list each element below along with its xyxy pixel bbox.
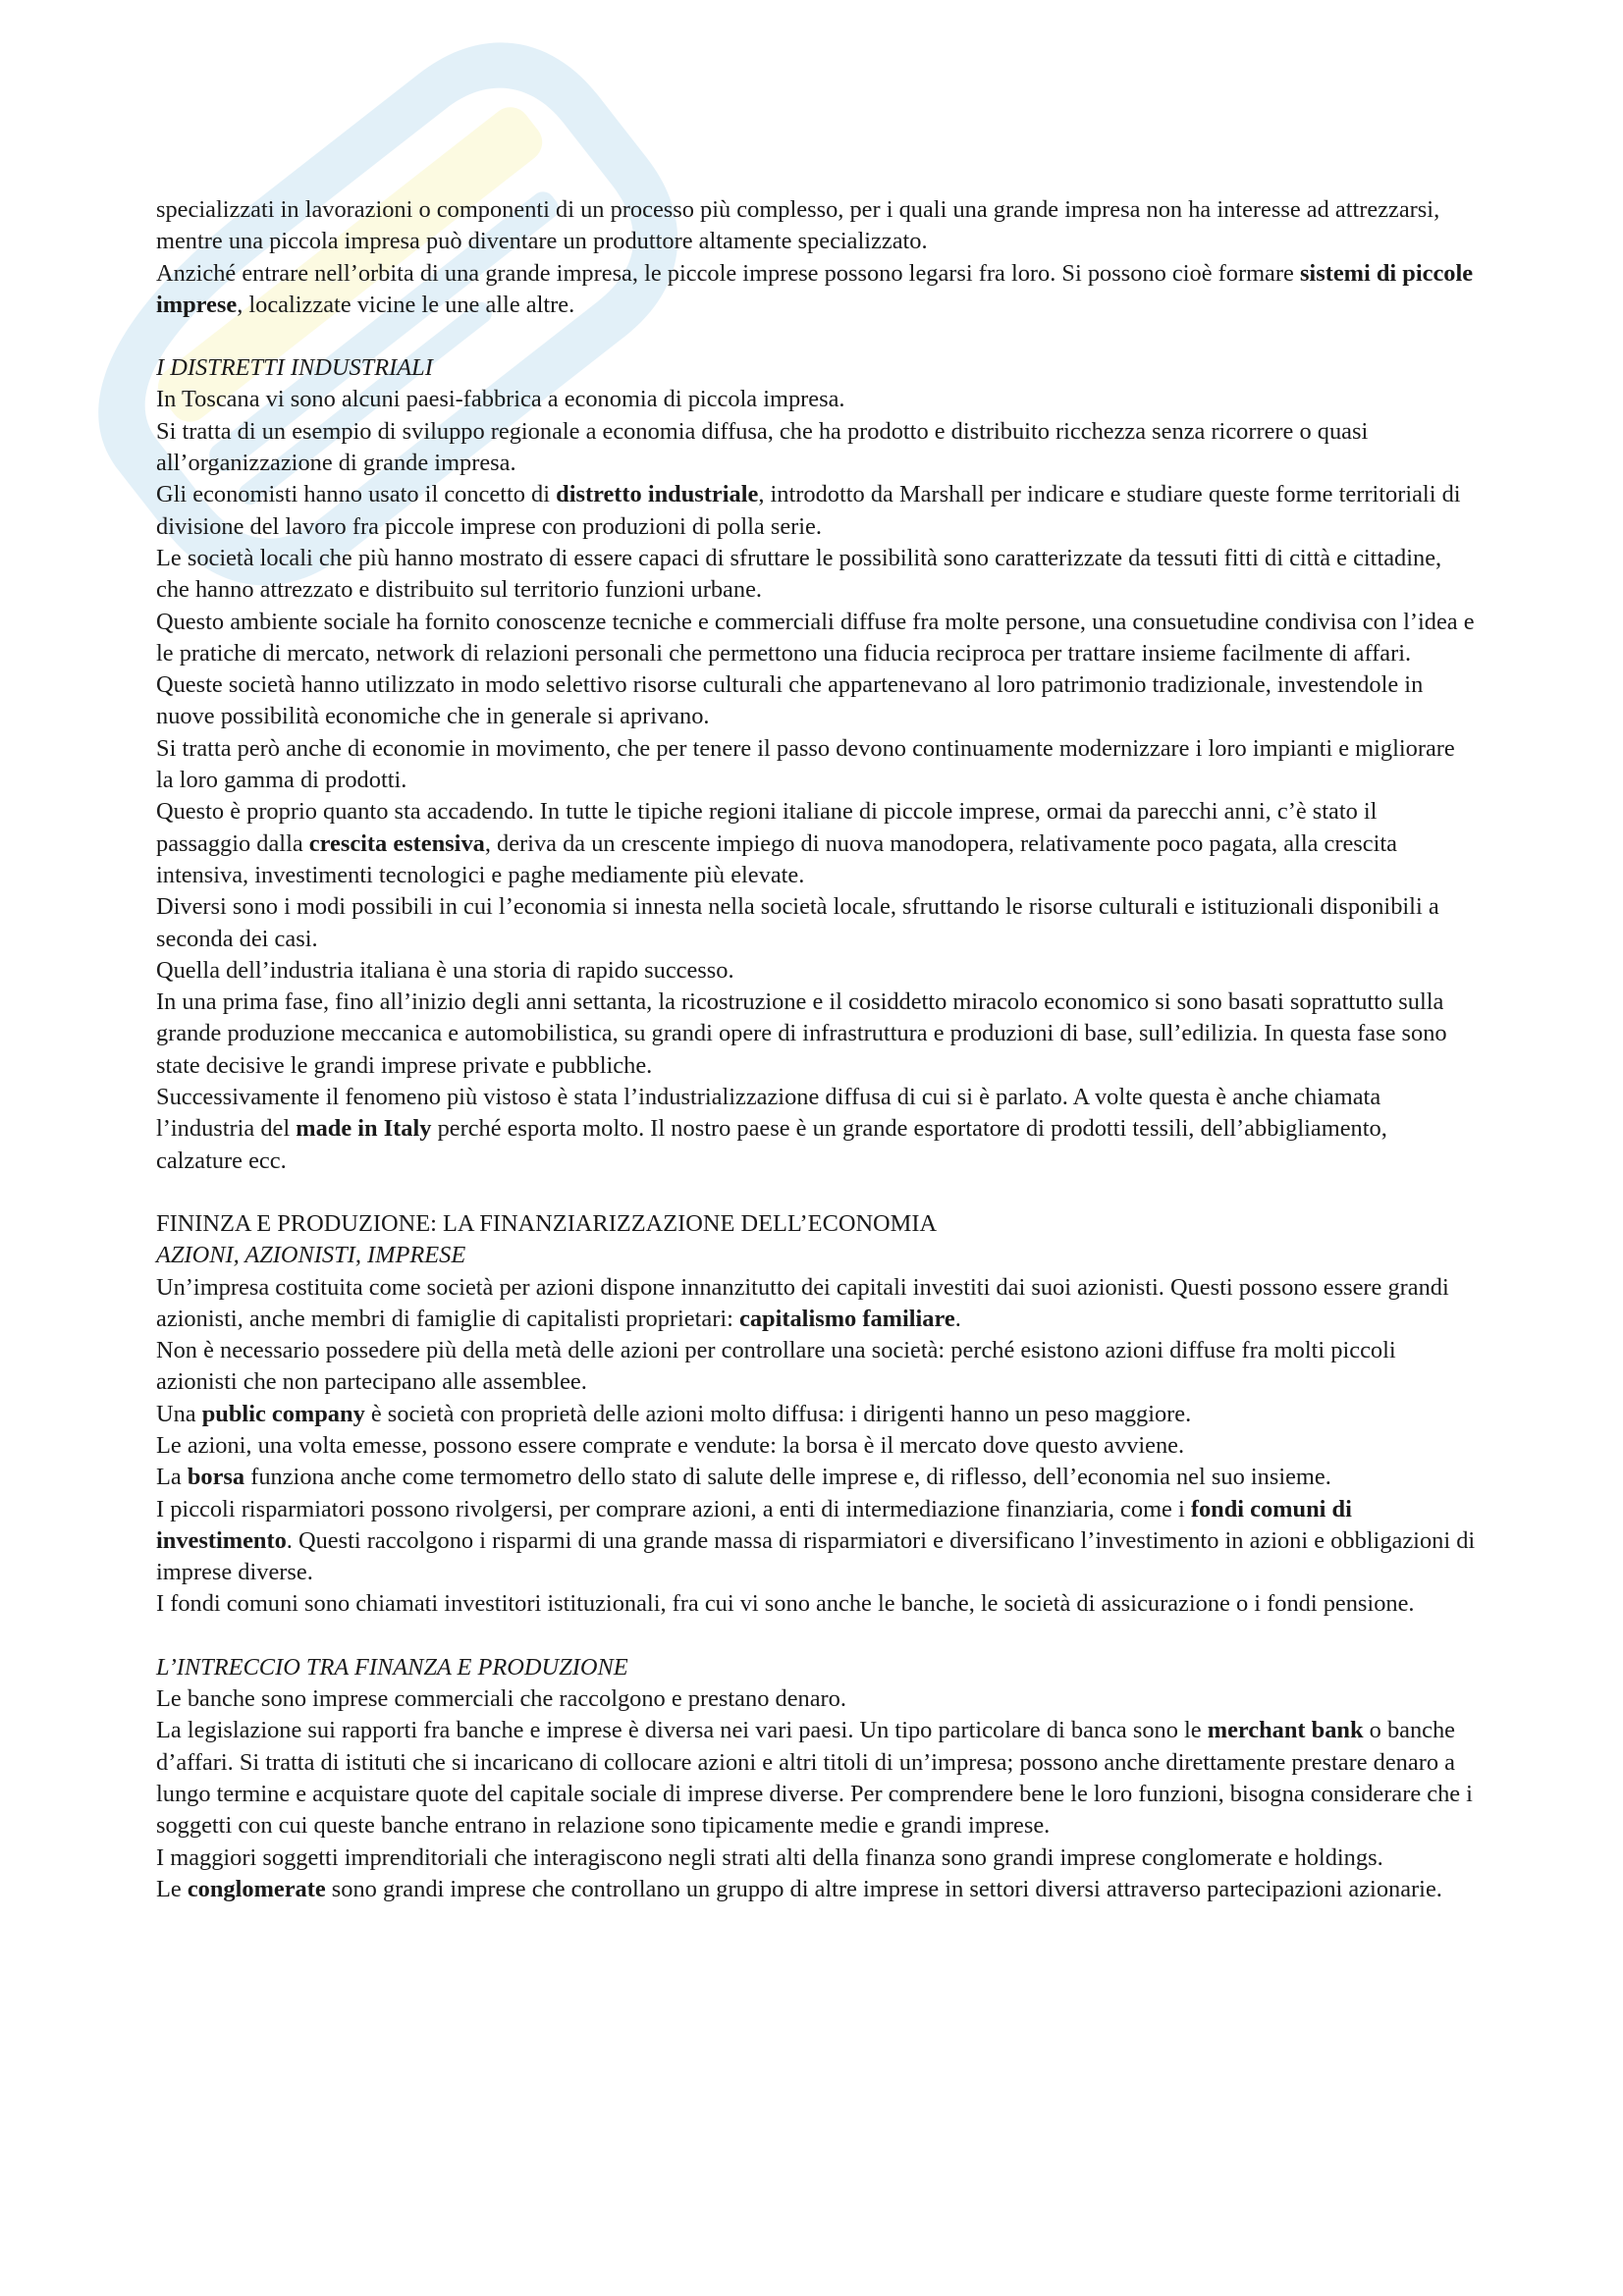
text-run: FININZA E PRODUZIONE: LA FINANZIARIZZAZIONE DELL’ECONOMIA xyxy=(156,1209,938,1237)
text-run: , introdotto da Marshall per indicare e studiare queste forme territoriali di divisione del lavoro fra piccole imprese con produzioni di polla serie. xyxy=(156,481,1461,540)
paragraph xyxy=(156,194,1477,258)
text-run: La xyxy=(156,1464,188,1491)
paragraph xyxy=(156,1874,1477,1905)
paragraph-gap xyxy=(156,1621,1477,1652)
paragraph xyxy=(156,1335,1477,1399)
paragraph xyxy=(156,1715,1477,1842)
text-run: Le xyxy=(156,1875,188,1902)
bold-term: capitalismo familiare xyxy=(739,1305,955,1332)
text-run: Si tratta di un esempio di sviluppo regionale a economia diffusa, che ha prodotto e distribuito ricchezza senza ricorrere o quasi all’organizzazione di grande impresa. xyxy=(156,417,1369,477)
paragraph xyxy=(156,1494,1477,1589)
bold-term: borsa xyxy=(187,1464,245,1491)
bold-term: distretto industriale xyxy=(556,481,759,508)
text-run: funziona anche come termometro dello stato di salute delle imprese e, di riflesso, dell’economia nel suo insieme. xyxy=(244,1464,1331,1491)
text-run: AZIONI, AZIONISTI, IMPRESE xyxy=(156,1242,466,1269)
text-run: specializzati in lavorazioni o componenti di un processo più complesso, per i quali una grande impresa non ha interesse ad attrezzarsi, mentre una piccola impresa può diventare un produttore altamente specializzato. xyxy=(156,196,1440,255)
paragraph xyxy=(156,733,1477,797)
paragraph xyxy=(156,416,1477,480)
paragraph xyxy=(156,1588,1477,1620)
paragraph xyxy=(156,1462,1477,1493)
section-heading xyxy=(156,1240,1477,1271)
paragraph xyxy=(156,1082,1477,1177)
bold-term: public company xyxy=(201,1400,365,1427)
paragraph xyxy=(156,891,1477,955)
text-run: , localizzate vicine le une alle altre. xyxy=(237,291,575,318)
text-run: o banche d’affari. Si tratta di istituti che si incaricano di collocare azioni e altri titoli di un’impresa; possono anche direttamente prestare denaro a lungo termine e acquistare quote del capitale sociale di imprese diverse. Per comprendere bene le loro funzioni, bisogna considerare che i soggetti con cui queste banche entrano in relazione sono tipicamente medie e grandi imprese. xyxy=(156,1717,1473,1840)
text-run: Le azioni, una volta emesse, possono essere comprate e vendute: la borsa è il mercato dove questo avviene. xyxy=(156,1431,1185,1459)
paragraph xyxy=(156,543,1477,607)
text-run: sono grandi imprese che controllano un gruppo di altre imprese in settori diversi attraverso partecipazioni azionarie. xyxy=(325,1875,1442,1902)
text-run: Questo è proprio quanto sta accadendo. In tutte le tipiche regioni italiane di piccole imprese, ormai da parecchi anni, c’è stato il passaggio dalla xyxy=(156,798,1378,857)
text-run: Si tratta però anche di economie in movimento, che per tenere il passo devono continuamente modernizzare i loro impianti e migliorare la loro gamma di prodotti. xyxy=(156,734,1455,794)
text-run: In Toscana vi sono alcuni paesi-fabbrica a economia di piccola impresa. xyxy=(156,386,845,413)
paragraph-gap xyxy=(156,1177,1477,1208)
paragraph xyxy=(156,955,1477,987)
paragraph xyxy=(156,796,1477,891)
text-run: Gli economisti hanno usato il concetto di xyxy=(156,481,557,508)
paragraph xyxy=(156,258,1477,322)
text-run: , deriva da un crescente impiego di nuova manodopera, relativamente poco pagata, alla crescita intensiva, investimenti tecnologici e paghe mediamente più elevate. xyxy=(156,829,1397,888)
paragraph xyxy=(156,987,1477,1082)
text-run: I DISTRETTI INDUSTRIALI xyxy=(156,354,433,382)
bold-term: crescita estensiva xyxy=(308,829,485,857)
text-run: Quella dell’industria italiana è una storia di rapido successo. xyxy=(156,956,734,984)
section-heading xyxy=(156,1652,1477,1683)
paragraph xyxy=(156,384,1477,415)
text-run: Anziché entrare nell’orbita di una grande impresa, le piccole imprese possono legarsi fra loro. Si possono cioè formare xyxy=(156,259,1300,287)
paragraph xyxy=(156,1272,1477,1336)
bold-term: made in Italy xyxy=(296,1115,432,1143)
text-run: . xyxy=(954,1305,961,1332)
text-run: è società con proprietà delle azioni molto diffusa: i dirigenti hanno un peso maggiore. xyxy=(364,1400,1192,1427)
bold-term: fondi comuni di investimento xyxy=(156,1495,1352,1554)
paragraph xyxy=(156,1683,1477,1715)
bold-term: merchant bank xyxy=(1207,1717,1364,1744)
text-run: Diversi sono i modi possibili in cui l’economia si innesta nella società locale, sfruttando le risorse culturali e istituzionali disponibili a seconda dei casi. xyxy=(156,893,1439,952)
chapter-heading xyxy=(156,1208,1477,1240)
text-run: Successivamente il fenomeno più vistoso è stata l’industrializzazione diffusa di cui si è parlato. A volte questa è anche chiamata l’industria del xyxy=(156,1084,1381,1143)
text-run: Le banche sono imprese commerciali che raccolgono e prestano denaro. xyxy=(156,1685,846,1713)
paragraph-gap xyxy=(156,321,1477,352)
text-run: In una prima fase, fino all’inizio degli anni settanta, la ricostruzione e il cosiddetto miracolo economico si sono basati soprattutto sulla grande produzione meccanica e automobilistica, su grandi opere di infrastruttura e produzioni di base, sull’edilizia. In questa fase sono state decisive le grandi imprese private e pubbliche. xyxy=(156,988,1447,1079)
text-run: La legislazione sui rapporti fra banche e imprese è diversa nei vari paesi. Un tipo particolare di banca sono le xyxy=(156,1717,1208,1744)
text-run: I fondi comuni sono chiamati investitori istituzionali, fra cui vi sono anche le banche, le società di assicurazione o i fondi pensione. xyxy=(156,1590,1415,1618)
text-run: Le società locali che più hanno mostrato di essere capaci di sfruttare le possibilità sono caratterizzate da tessuti fitti di città e cittadine, che hanno attrezzato e distribuito sul territorio funzioni urbane. xyxy=(156,544,1442,604)
paragraph xyxy=(156,1842,1477,1874)
paragraph xyxy=(156,479,1477,543)
text-run: L’INTRECCIO TRA FINANZA E PRODUZIONE xyxy=(156,1653,628,1681)
text-run: Una xyxy=(156,1400,202,1427)
text-run: Non è necessario possedere più della metà delle azioni per controllare una società: perché esistono azioni diffuse fra molti piccoli azionisti che non partecipano alle assemblee. xyxy=(156,1337,1396,1396)
text-run: Queste società hanno utilizzato in modo selettivo risorse culturali che appartenevano al loro patrimonio tradizionale, investendole in nuove possibilità economiche che in generale si aprivano. xyxy=(156,671,1424,730)
text-run: I maggiori soggetti imprenditoriali che interagiscono negli strati alti della finanza sono grandi imprese conglomerate e holdings. xyxy=(156,1843,1383,1871)
paragraph xyxy=(156,1399,1477,1430)
section-heading xyxy=(156,352,1477,384)
bold-term: sistemi di piccole imprese xyxy=(156,259,1474,318)
bold-term: conglomerate xyxy=(187,1875,326,1902)
text-run: I piccoli risparmiatori possono rivolgersi, per comprare azioni, a enti di intermediazione finanziaria, come i xyxy=(156,1495,1191,1522)
paragraph xyxy=(156,669,1477,733)
text-run: perché esporta molto. Il nostro paese è un grande esportatore di prodotti tessili, dell’abbigliamento, calzature ecc. xyxy=(156,1115,1387,1174)
text-run: Questo ambiente sociale ha fornito conoscenze tecniche e commerciali diffuse fra molte persone, una consuetudine condivisa con l’idea e le pratiche di mercato, network di relazioni personali che permettono una fiducia reciproca per trattare insieme facilmente di affari. xyxy=(156,608,1475,667)
paragraph xyxy=(156,607,1477,670)
document-body xyxy=(156,194,1477,1905)
text-run: . Questi raccolgono i risparmi di una grande massa di risparmiatori e diversificano l’investimento in azioni e obbligazioni di imprese diverse. xyxy=(156,1526,1476,1586)
text-run: Un’impresa costituita come società per azioni dispone innanzitutto dei capitali investiti dai suoi azionisti. Questi possono essere grandi azionisti, anche membri di famiglie di capitalisti proprietari: xyxy=(156,1273,1449,1332)
paragraph xyxy=(156,1430,1477,1462)
